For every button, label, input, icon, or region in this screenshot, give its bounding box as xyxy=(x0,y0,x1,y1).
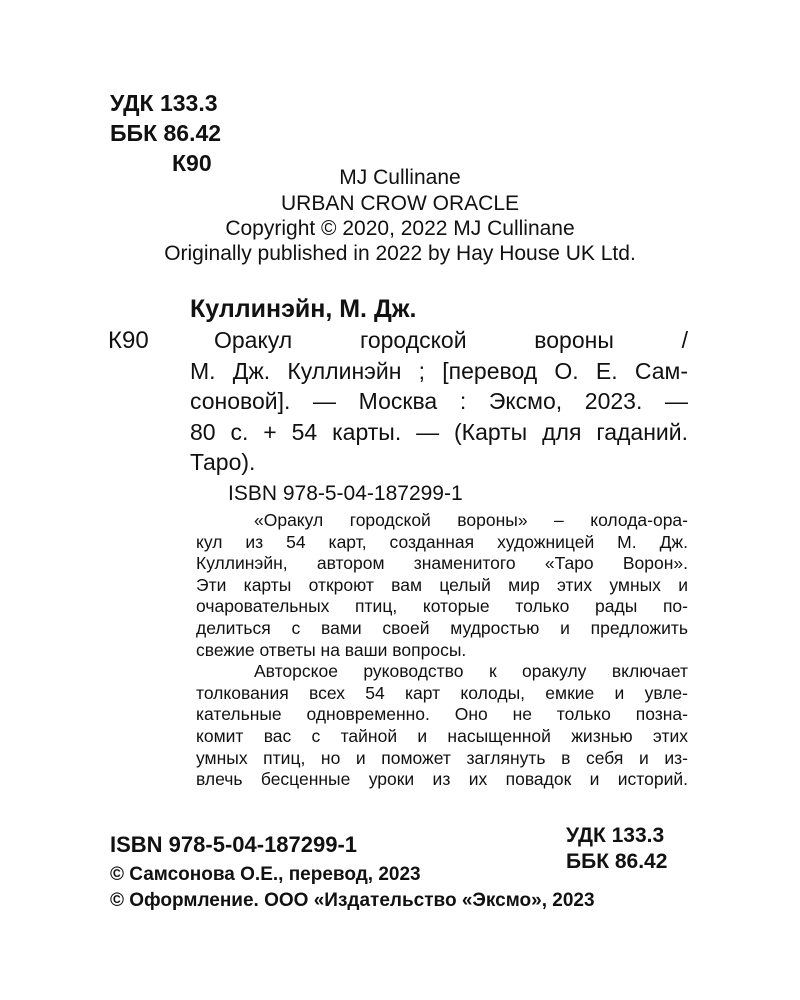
isbn-bottom: ISBN 978-5-04-187299-1 xyxy=(110,832,358,857)
isbn-catalog: ISBN 978-5-04-187299-1 xyxy=(228,482,463,505)
bibliographic-description xyxy=(190,325,688,478)
description-line: Оракул городской вороны / xyxy=(214,327,688,353)
annotation-line: умных птиц, но и поможет заглянуть в себя и из- xyxy=(196,747,688,768)
author-mark-top: К90 xyxy=(172,150,212,176)
description-line: 80 с. + 54 карты. — (Карты для гаданий. xyxy=(190,418,688,445)
annotation-line: толкования всех 54 карт колоды, емкие и увле- xyxy=(196,682,688,703)
description-line: Таро). xyxy=(190,449,256,475)
udk-code-bottom: УДК 133.3 xyxy=(566,824,665,847)
original-title: URBAN CROW ORACLE xyxy=(280,192,520,215)
copyright-design: © Оформление. ООО «Издательство «Эксмо», 2023 xyxy=(110,890,595,911)
description-line: М. Дж. Куллинэйн ; [перевод О. Е. Сам- xyxy=(190,357,688,384)
annotation-line: Авторское руководство к оракулу включает xyxy=(254,661,688,682)
bbk-code-bottom: ББК 86.42 xyxy=(566,850,668,873)
annotation xyxy=(196,510,688,791)
description-line: соновой]. — Москва : Эксмо, 2023. — xyxy=(190,388,688,414)
original-copyright: Copyright © 2020, 2022 MJ Cullinane xyxy=(225,217,575,240)
annotation-line: «Оракул городской вороны» – колода-ора- xyxy=(254,510,688,530)
annotation-line: свежие ответы на ваши вопросы. xyxy=(196,639,467,660)
annotation-line: влечь бесценные уроки из их повадок и историй. xyxy=(196,769,688,790)
bbk-code-top: ББК 86.42 xyxy=(110,120,222,146)
annotation-line: Куллинэйн, автором знаменитого «Таро Ворон». xyxy=(196,553,688,574)
annotation-line: комит вас с тайной и насыщенной жизнью этих xyxy=(196,725,688,746)
annotation-line: кул из 54 карт, созданная художницей М. Дж. xyxy=(196,531,688,552)
catalog-heading: Куллинэйн, М. Дж. xyxy=(190,295,417,323)
original-publication: Originally published in 2022 by Hay House UK Ltd. xyxy=(164,242,636,265)
udk-code-top: УДК 133.3 xyxy=(110,90,218,116)
original-author: MJ Cullinane xyxy=(339,166,461,189)
annotation-line: очаровательных птиц, которые только рады по- xyxy=(196,596,688,617)
annotation-line: кательные одновременно. Оно не только позна- xyxy=(196,704,688,725)
author-mark-catalog: К90 xyxy=(108,327,149,354)
copyright-translation: © Самсонова О.Е., перевод, 2023 xyxy=(110,864,421,885)
annotation-line: Эти карты откроют вам целый мир этих умных и xyxy=(196,574,688,595)
annotation-line: делиться с вами своей мудростью и предложить xyxy=(196,617,688,638)
